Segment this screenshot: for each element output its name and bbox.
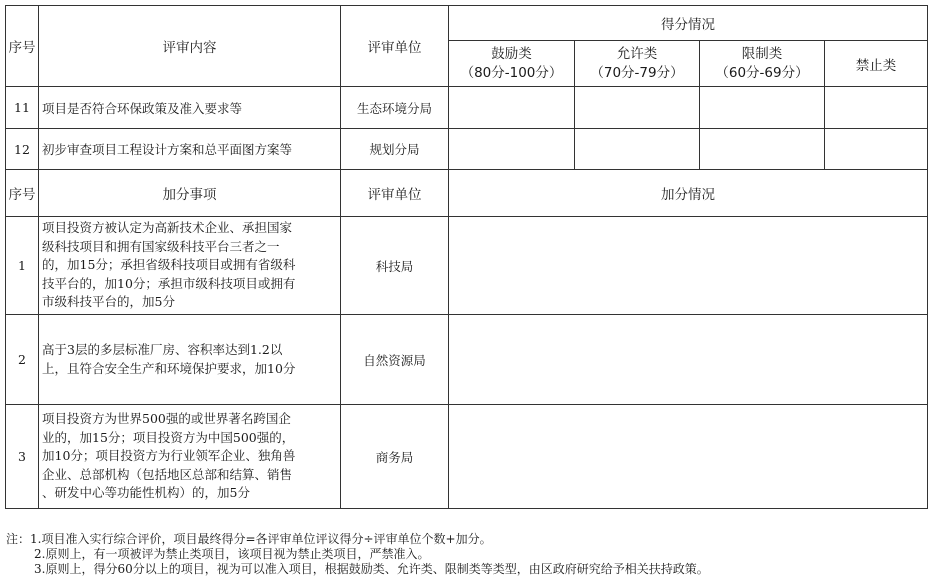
score-cell [700,87,825,129]
header-category-restricted [700,41,825,87]
category-range: （60分-69分） [715,64,809,81]
content-line: 、研发中心等功能性机构）的，加5分 [42,485,250,501]
table-row [6,129,928,170]
content-line: 上，且符合安全生产和环境保护要求，加10分 [42,360,296,376]
category-name: 限制类 [741,45,783,62]
row-seq: 3 [6,405,39,509]
note-line: 注：1.项目准入实行综合评价，项目最终得分=各评审单位评议得分÷评审单位个数+加分。 [6,532,492,546]
content-line: 技平台的，加10分；承担市级科技项目或拥有 [42,275,296,291]
bonus-header-item: 加分事项 [39,170,341,217]
content-line: 级科技项目和拥有国家级科技平台三者之一 [42,238,280,254]
row-content: 项目是否符合环保政策及准入要求等 [39,87,341,129]
header-seq: 序号 [6,6,39,87]
table-row [6,87,928,129]
table-row [6,217,928,315]
row-content [39,315,341,405]
bonus-cell [449,217,928,315]
bonus-cell [449,405,928,509]
content-line: 业的，加15分；项目投资方为中国500强的， [42,429,295,445]
row-content: 初步审查项目工程设计方案和总平面图方案等 [39,129,341,170]
bonus-header-seq: 序号 [6,170,39,217]
header-unit: 评审单位 [341,6,449,87]
bonus-header-situation: 加分情况 [449,170,928,217]
score-cell [575,129,700,170]
content-line: 市级科技平台的，加5分 [42,294,175,310]
header-category-prohibited [825,41,928,87]
content-line: 项目投资方为世界500强的或世界著名跨国企 [42,411,291,427]
bonus-cell [449,315,928,405]
category-range: （70分-79分） [590,64,684,81]
content-line: 的，加15分；承担省级科技项目或拥有省级科 [42,257,296,273]
header-content: 评审内容 [39,6,341,87]
content-line: 高于3层的多层标准厂房、容积率达到1.2以 [42,341,283,357]
score-cell [825,87,928,129]
footnotes [6,532,709,577]
row-unit: 科技局 [341,217,449,315]
content-line: 企业、总部机构（包括地区总部和结算、销售 [42,466,293,482]
score-cell [700,129,825,170]
header-score-situation: 得分情况 [449,6,928,41]
row-content [39,217,341,315]
category-name: 鼓励类 [491,45,532,62]
table-row [6,405,928,509]
header-category-encouraged [449,41,575,87]
score-cell [449,87,575,129]
row-unit: 自然资源局 [341,315,449,405]
row-seq: 12 [6,129,39,170]
row-seq: 11 [6,87,39,129]
score-cell [449,129,575,170]
header-category-allowed [575,41,700,87]
content-line: 项目投资方被认定为高新技术企业、承担国家 [42,220,293,236]
row-seq: 1 [6,217,39,315]
category-name: 允许类 [616,45,658,62]
row-seq: 2 [6,315,39,405]
content-line: 加10分；项目投资方为行业领军企业、独角兽 [42,448,296,464]
category-range: （80分-100分） [460,64,563,81]
note-line: 3.原则上，得分60分以上的项目，视为可以准入项目，根据鼓励类、允许类、限制类等类型，由区政府研究给予相关扶持政策。 [34,562,709,576]
bonus-header-unit: 评审单位 [341,170,449,217]
row-unit: 商务局 [341,405,449,509]
note-line: 2.原则上，有一项被评为禁止类项目，该项目视为禁止类项目，严禁准入。 [34,547,430,561]
table-row [6,315,928,405]
category-name: 禁止类 [855,57,897,74]
evaluation-table [5,5,928,509]
row-content [39,405,341,509]
row-unit: 生态环境分局 [341,87,449,129]
score-cell [575,87,700,129]
row-unit: 规划分局 [341,129,449,170]
score-cell [825,129,928,170]
